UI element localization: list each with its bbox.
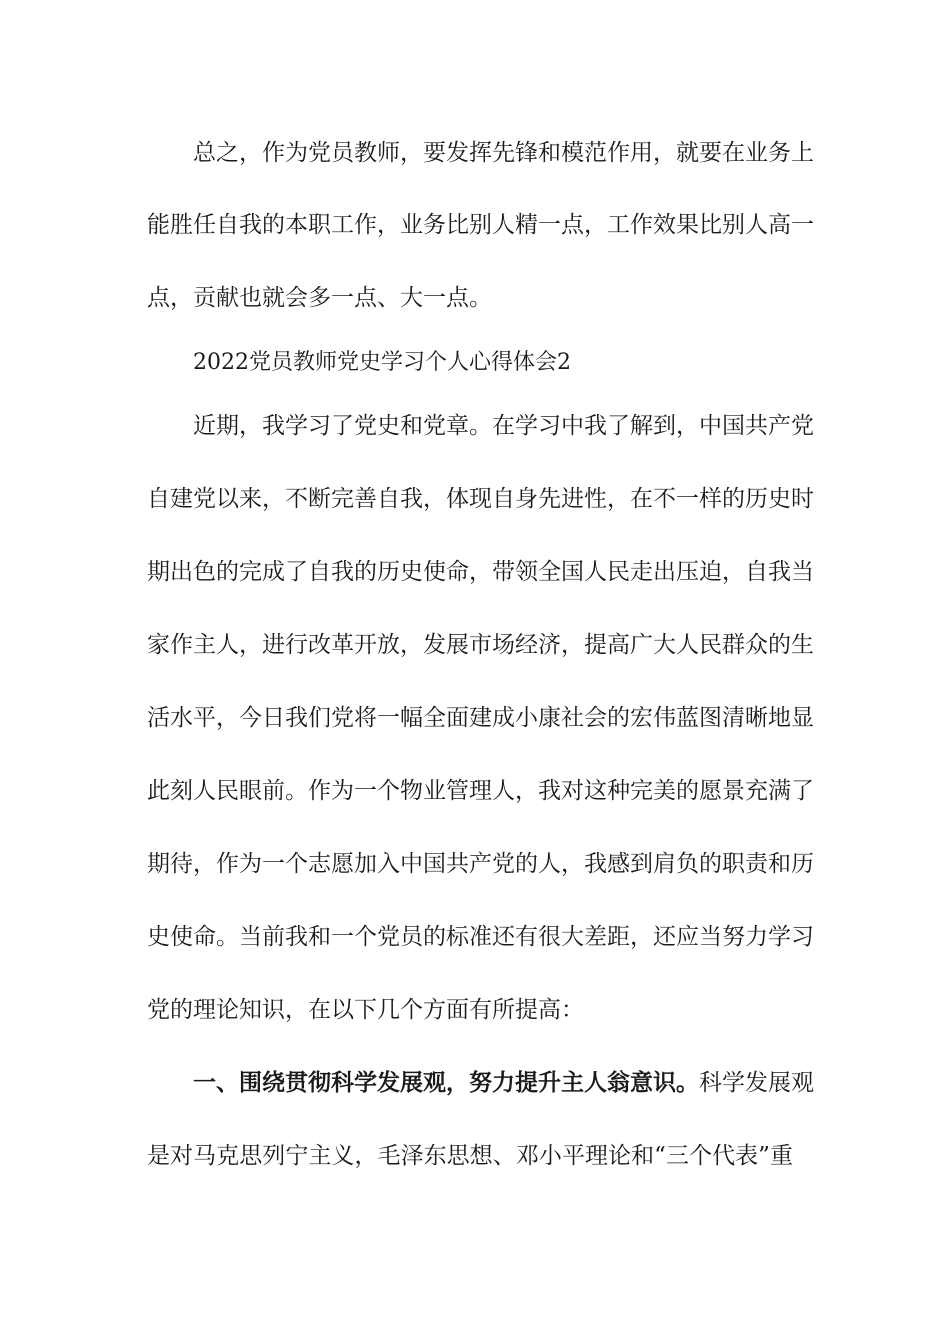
paragraph-2-line-6: 此刻人民眼前。作为一个物业管理人，我对这种完美的愿景充满了 — [147, 778, 814, 804]
paragraph-3-line-1-rest: 科学发展观 — [699, 1070, 814, 1096]
paragraph-2-line-8: 史使命。当前我和一个党员的标准还有很大差距，还应当努力学习 — [147, 924, 814, 950]
paragraph-1-line-2: 能胜任自我的本职工作，业务比别人精一点，工作效果比别人高一 — [147, 212, 814, 238]
paragraph-3-line-2: 是对马克思列宁主义，毛泽东思想、邓小平理论和“三个代表”重 — [147, 1143, 793, 1169]
paragraph-3-line-1 — [147, 1068, 814, 1098]
paragraph-2-line-9: 党的理论知识，在以下几个方面有所提高： — [147, 997, 584, 1023]
paragraph-2-line-5: 活水平，今日我们党将一幅全面建成小康社会的宏伟蓝图清晰地显 — [147, 705, 814, 731]
paragraph-1-line-3: 点，贡献也就会多一点、大一点。 — [147, 285, 492, 311]
paragraph-2-line-1: 近期，我学习了党史和党章。在学习中我了解到，中国共产党 — [193, 413, 814, 439]
paragraph-1-line-1: 总之，作为党员教师，要发挥先锋和模范作用，就要在业务上 — [193, 140, 814, 166]
paragraph-2-line-7: 期待，作为一个志愿加入中国共产党的人，我感到肩负的职责和历 — [147, 851, 814, 877]
section-heading: 2022党员教师党史学习个人心得体会2 — [193, 350, 571, 375]
paragraph-2-line-3: 期出色的完成了自我的历史使命，带领全国人民走出压迫，自我当 — [147, 559, 814, 585]
paragraph-2-line-2: 自建党以来，不断完善自我，体现自身先进性，在不一样的历史时 — [147, 486, 814, 512]
paragraph-2-line-4: 家作主人，进行改革开放，发展市场经济，提高广大人民群众的生 — [147, 632, 814, 658]
paragraph-3-bold-lead: 一、围绕贯彻科学发展观，努力提升主人翁意识。 — [193, 1069, 699, 1096]
